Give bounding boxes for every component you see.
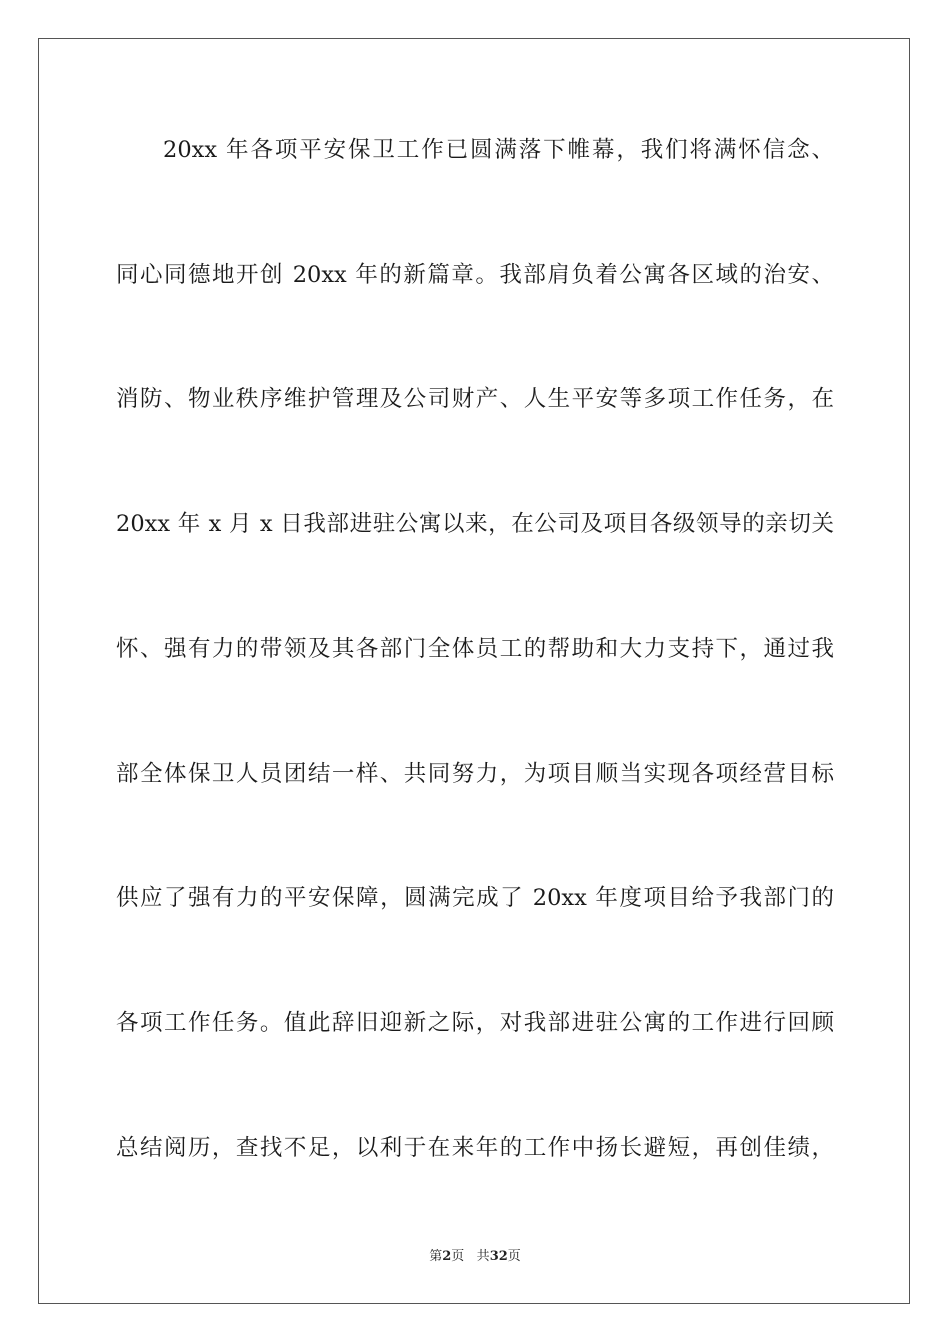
footer-total-suffix: 页 bbox=[507, 1249, 521, 1264]
paragraph-line-1: 20xx 年各项平安保卫工作已圆满落下帷幕，我们将满怀信念、 bbox=[163, 137, 834, 163]
paragraph-line-4: 20xx 年 x 月 x 日我部进驻公寓以来，在公司及项目各级领导的亲切关 bbox=[116, 511, 834, 537]
paragraph-line-5: 怀、强有力的带领及其各部门全体员工的帮助和大力支持下，通过我 bbox=[116, 636, 834, 662]
footer-total-prefix: 共 bbox=[476, 1249, 490, 1264]
paragraph-line-3: 消防、物业秩序维护管理及公司财产、人生平安等多项工作任务，在 bbox=[116, 386, 834, 412]
paragraph-line-7: 供应了强有力的平安保障，圆满完成了 20xx 年度项目给予我部门的 bbox=[116, 885, 834, 911]
footer-page-suffix: 页 bbox=[451, 1249, 465, 1264]
footer-total-pages: 32 bbox=[489, 1249, 508, 1264]
footer-page-number: 2 bbox=[442, 1249, 452, 1264]
page-border bbox=[38, 38, 910, 1304]
footer-page-prefix: 第 bbox=[429, 1249, 443, 1264]
paragraph-line-6: 部全体保卫人员团结一样、共同努力，为项目顺当实现各项经营目标 bbox=[116, 761, 834, 787]
paragraph-line-2: 同心同德地开创 20xx 年的新篇章。我部肩负着公寓各区域的治安、 bbox=[116, 262, 834, 288]
page-footer bbox=[0, 1249, 950, 1265]
paragraph-line-8: 各项工作任务。值此辞旧迎新之际，对我部进驻公寓的工作进行回顾 bbox=[116, 1010, 834, 1036]
paragraph-line-9: 总结阅历，查找不足，以利于在来年的工作中扬长避短，再创佳绩， bbox=[116, 1135, 834, 1161]
